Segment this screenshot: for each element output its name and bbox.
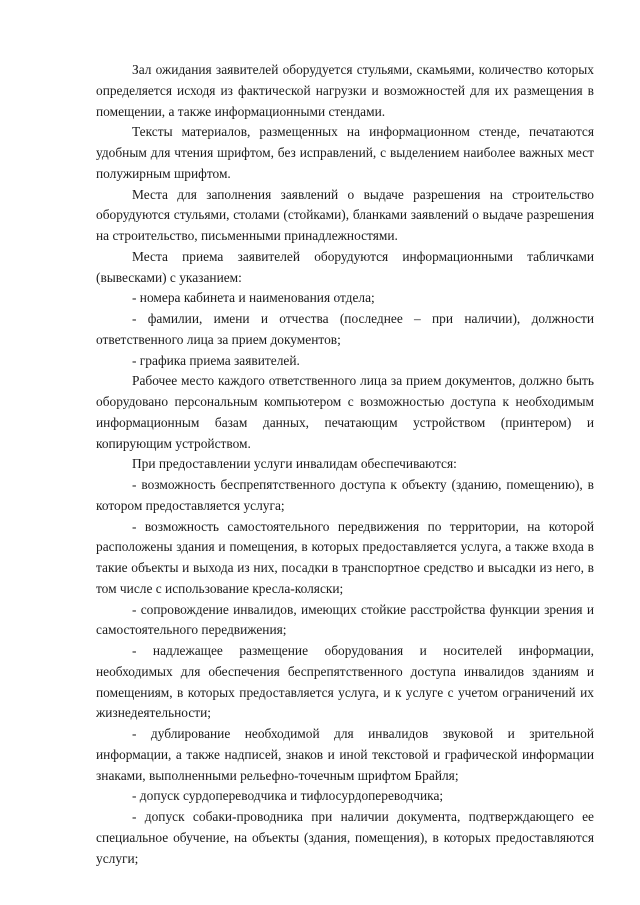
list-item-room-number: - номера кабинета и наименования отдела;	[132, 290, 375, 306]
list-item-responsible-person: - фамилии, имени и отчества (последнее – при наличии), должности ответственного лица за прием документов;	[96, 311, 594, 347]
list-item-information-duplication: - дублирование необходимой для инвалидов звуковой и зрительной информации, а также надписей, знаков и иной текстовой и графической информации знаками, выполненными рельефно-точечным шрифтом Брайля;	[96, 726, 594, 783]
paragraph-application-filling-places: Места для заполнения заявлений о выдаче разрешения на строительство оборудуются стульями, столами (стойками), бланками заявлений о выдаче разрешения на строительство, письменными принадлежностями.	[96, 186, 594, 243]
paragraph-workplace: Рабочее место каждого ответственного лица за прием документов, должно быть оборудовано персональным компьютером с возможностью доступа к необходимым информационным базам данных, печатающим устройством (принтером) и копирующим устройством.	[96, 373, 594, 451]
paragraph-waiting-hall: Зал ожидания заявителей оборудуется стульями, скамьями, количество которых определяется исходя из фактической нагрузки и возможностей для их размещения в помещении, а также информационными стендами.	[96, 62, 594, 119]
list-item-equipment-placement: - надлежащее размещение оборудования и носителей информации, необходимых для обеспечения беспрепятственного доступа инвалидов зданиям и помещениям, в которых предоставляется услуга, и к услуге с учетом ограничений их жизнедеятельности;	[96, 643, 594, 721]
list-item-guide-dog: - допуск собаки-проводника при наличии документа, подтверждающего ее специальное обучение, на объекты (здания, помещения), в которых предоставляются услуги;	[96, 809, 594, 866]
paragraph-reception-places: Места приема заявителей оборудуются информационными табличками (вывесками) с указанием:	[96, 248, 594, 285]
list-item-reception-schedule: - графика приема заявителей.	[132, 352, 300, 368]
paragraph-info-stand-texts: Тексты материалов, размещенных на информационном стенде, печатаются удобным для чтения шрифтом, без исправлений, с выделением наиболее важных мест полужирным шрифтом.	[96, 124, 594, 181]
list-item-unobstructed-access: - возможность беспрепятственного доступа к объекту (зданию, помещению), в котором предоставляется услуга;	[96, 477, 594, 513]
list-item-independent-movement: - возможность самостоятельного передвижения по территории, на которой расположены здания и помещения, в которых предоставляется услуга, а также входа в такие объекты и выхода из них, посадки в транспортное средство и высадки из него, в том числе с использование кресла-коляски;	[96, 518, 594, 596]
list-item-sign-interpreter: - допуск сурдопереводчика и тифлосурдопереводчика;	[132, 788, 444, 804]
list-item-escort: - сопровождение инвалидов, имеющих стойкие расстройства функции зрения и самостоятельного передвижения;	[96, 601, 594, 638]
document-page	[96, 60, 594, 869]
paragraph-disabled-services: При предоставлении услуги инвалидам обеспечиваются:	[132, 456, 457, 472]
